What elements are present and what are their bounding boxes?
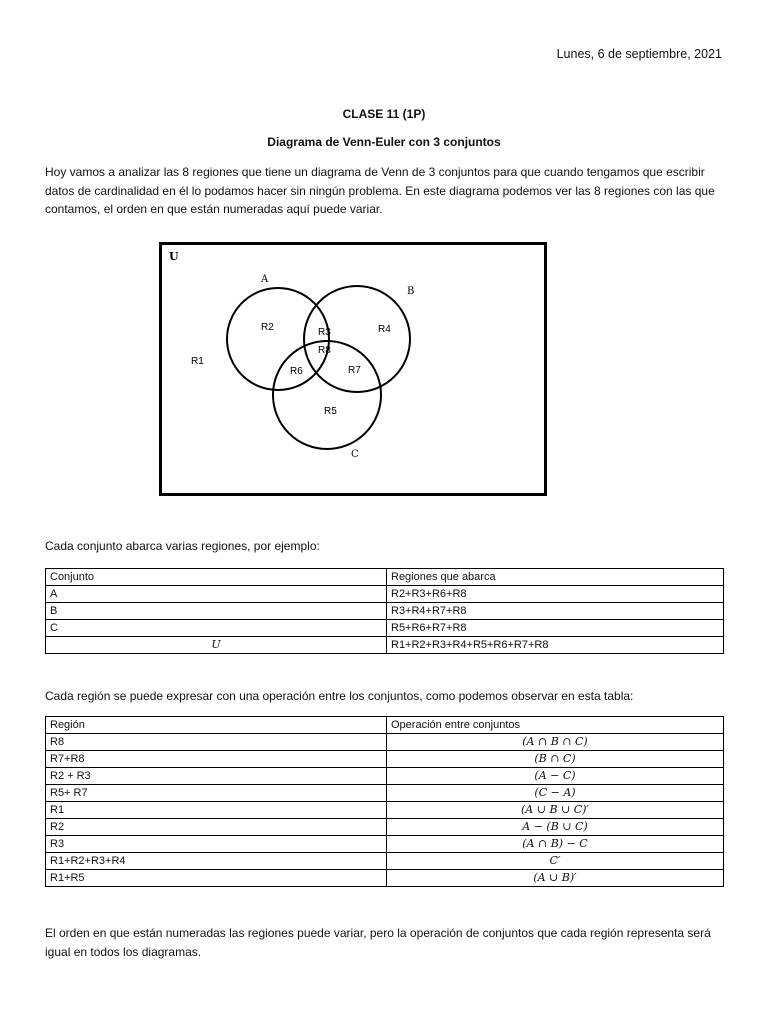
table-header-row: [46, 569, 724, 586]
intro-paragraph: Hoy vamos a analizar las 8 regiones que tiene un diagrama de Venn de 3 conjuntos para que cuando tengamos que escribir datos de cardinalidad en él lo podamos hacer sin ningún problema. En este diagrama podemos ver las 8 regiones con las que contamos, el orden en que están numeradas aquí puede variar.: [45, 165, 715, 216]
table-cell: (A ∪ B ∪ C)′: [387, 802, 724, 819]
set-b-circle: [304, 286, 410, 392]
table-cell: R1: [46, 802, 387, 819]
table-row: [46, 819, 724, 836]
page-subtitle: Diagrama de Venn-Euler con 3 conjuntos: [267, 135, 501, 149]
table-header-cell: Operación entre conjuntos: [387, 717, 724, 734]
table-cell: (C − A): [387, 785, 724, 802]
set-b-label: B: [407, 286, 415, 297]
table-cell: R2+R3+R6+R8: [387, 586, 724, 603]
table-cell: A: [46, 586, 387, 603]
set-c-label: C: [351, 449, 359, 460]
table-cell: R3+R4+R7+R8: [387, 603, 724, 620]
table-cell: C′: [387, 853, 724, 870]
set-c-circle: [273, 341, 381, 449]
table-cell: R7+R8: [46, 751, 387, 768]
table-cell: R8: [46, 734, 387, 751]
table-cell: R2 + R3: [46, 768, 387, 785]
table-cell: R5+ R7: [46, 785, 387, 802]
table-cell: R3: [46, 836, 387, 853]
region-r7: R7: [348, 365, 361, 376]
table-row: [46, 853, 724, 870]
table-row: [46, 836, 724, 853]
region-r3: R3: [318, 327, 331, 338]
regions-table: [45, 716, 724, 887]
table-header-cell: Regiones que abarca: [387, 569, 724, 586]
date: Lunes, 6 de septiembre, 2021: [556, 47, 722, 61]
table-cell: (B ∩ C): [387, 751, 724, 768]
table-header-cell: Conjunto: [46, 569, 387, 586]
table-row: [46, 620, 724, 637]
set-a-label: A: [261, 274, 269, 285]
page-title: CLASE 11 (1P): [342, 107, 426, 121]
table-row: [46, 603, 724, 620]
table-header-cell: Región: [46, 717, 387, 734]
table-cell: R1+R2+R3+R4+R5+R6+R7+R8: [387, 637, 724, 654]
table-cell: R1+R5: [46, 870, 387, 887]
table-row: [46, 802, 724, 819]
table-row: [46, 768, 724, 785]
table-cell: R5+R6+R7+R8: [387, 620, 724, 637]
table-row: [46, 870, 724, 887]
table-row: [46, 586, 724, 603]
region-r6: R6: [290, 366, 303, 377]
table-cell: (A − C): [387, 768, 724, 785]
table-cell: R1+R2+R3+R4: [46, 853, 387, 870]
sets-table: [45, 568, 724, 654]
region-r8: R8: [318, 345, 331, 356]
table-row: [46, 751, 724, 768]
table-cell: (A ∩ B) − C: [387, 836, 724, 853]
region-r2: R2: [261, 322, 274, 333]
table-cell: (A ∪ B)′: [387, 870, 724, 887]
region-r5: R5: [324, 406, 337, 417]
table-row: [46, 637, 724, 654]
region-r1: R1: [191, 356, 204, 367]
table-cell: A − (B ∪ C): [387, 819, 724, 836]
table-row: [46, 785, 724, 802]
table-cell: (A ∩ B ∩ C): [387, 734, 724, 751]
table-header-row: [46, 717, 724, 734]
universe-label: U: [169, 250, 179, 263]
region-r4: R4: [378, 324, 391, 335]
closing-paragraph: El orden en que están numeradas las regiones puede variar, pero la operación de conjuntos que cada región representa será igual en todos los diagramas.: [45, 926, 711, 959]
paragraph-sets: Cada conjunto abarca varias regiones, por ejemplo:: [45, 539, 320, 553]
venn-diagram: [159, 242, 547, 496]
paragraph-regions: Cada región se puede expresar con una operación entre los conjuntos, como podemos observar en esta tabla:: [45, 689, 634, 703]
table-cell: R2: [46, 819, 387, 836]
table-row: [46, 734, 724, 751]
table-cell: C: [46, 620, 387, 637]
table-cell: B: [46, 603, 387, 620]
table-cell: U: [46, 637, 387, 654]
